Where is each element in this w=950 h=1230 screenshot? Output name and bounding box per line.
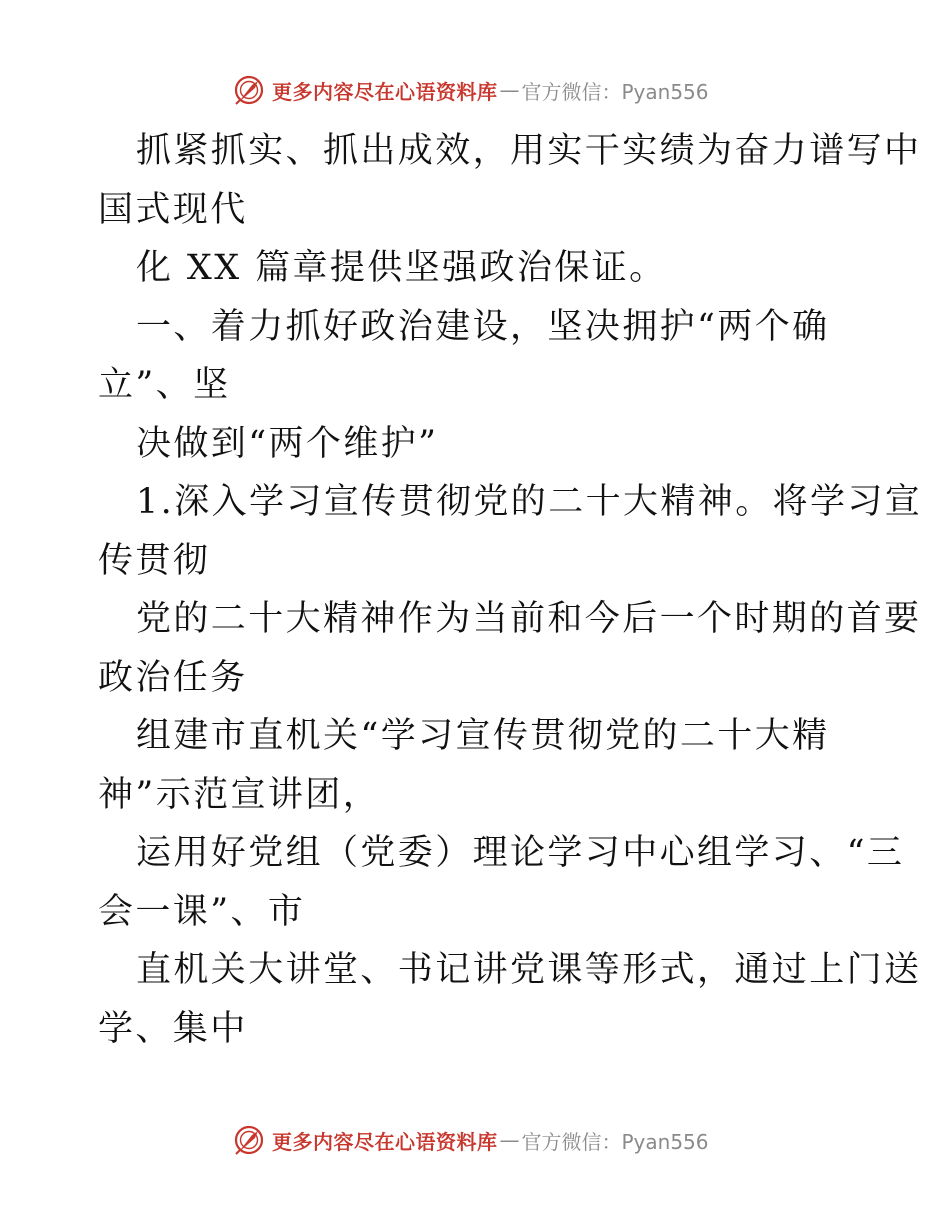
watermark-dash: — [499,1128,520,1152]
header-watermark [232,72,709,108]
watermark-site-text: 更多内容尽在心语资料库 [272,79,498,104]
watermark-site-text: 更多内容尽在心语资料库 [272,1129,498,1154]
footer-watermark [232,1122,709,1158]
watermark-dash: — [499,78,520,102]
text-line: 传贯彻 [98,540,211,581]
text-line: 运用好党组（党委）理论学习中心组学习、“三 [136,833,905,873]
pen-nib-logo-icon [232,1123,266,1157]
text-line: 政治任务 [98,657,248,698]
section-heading-line: 决做到“两个维护” [136,423,439,464]
text-line: 神”示范宣讲团， [98,774,381,815]
text-line: 直机关大讲堂、书记讲党课等形式，通过上门送 [136,950,922,990]
pen-nib-logo-icon [232,73,266,107]
section-heading-line: 一、着力抓好政治建设，坚决拥护“两个确 [136,306,830,347]
section-heading-line: 立”、坚 [98,365,231,405]
text-line: 抓紧抓实、抓出成效，用实干实绩为奋力谱写中 [136,131,922,171]
text-line: 化 XX 篇章提供坚强政治保证。 [136,248,667,288]
text-line: 党的二十大精神作为当前和今后一个时期的首要 [136,599,922,639]
watermark-wechat-text: 官方微信：Pyan556 [521,1129,709,1154]
subsection-heading-line: 1.深入学习宣传贯彻党的二十大精神。将学习宣 [136,482,923,522]
text-line: 学、集中 [98,1008,248,1049]
text-line: 国式现代 [98,189,248,230]
text-line: 组建市直机关“学习宣传贯彻党的二十大精 [136,716,830,756]
text-line: 会一课”、市 [98,891,306,932]
watermark-wechat-text: 官方微信：Pyan556 [521,79,709,104]
document-body [98,122,923,1058]
